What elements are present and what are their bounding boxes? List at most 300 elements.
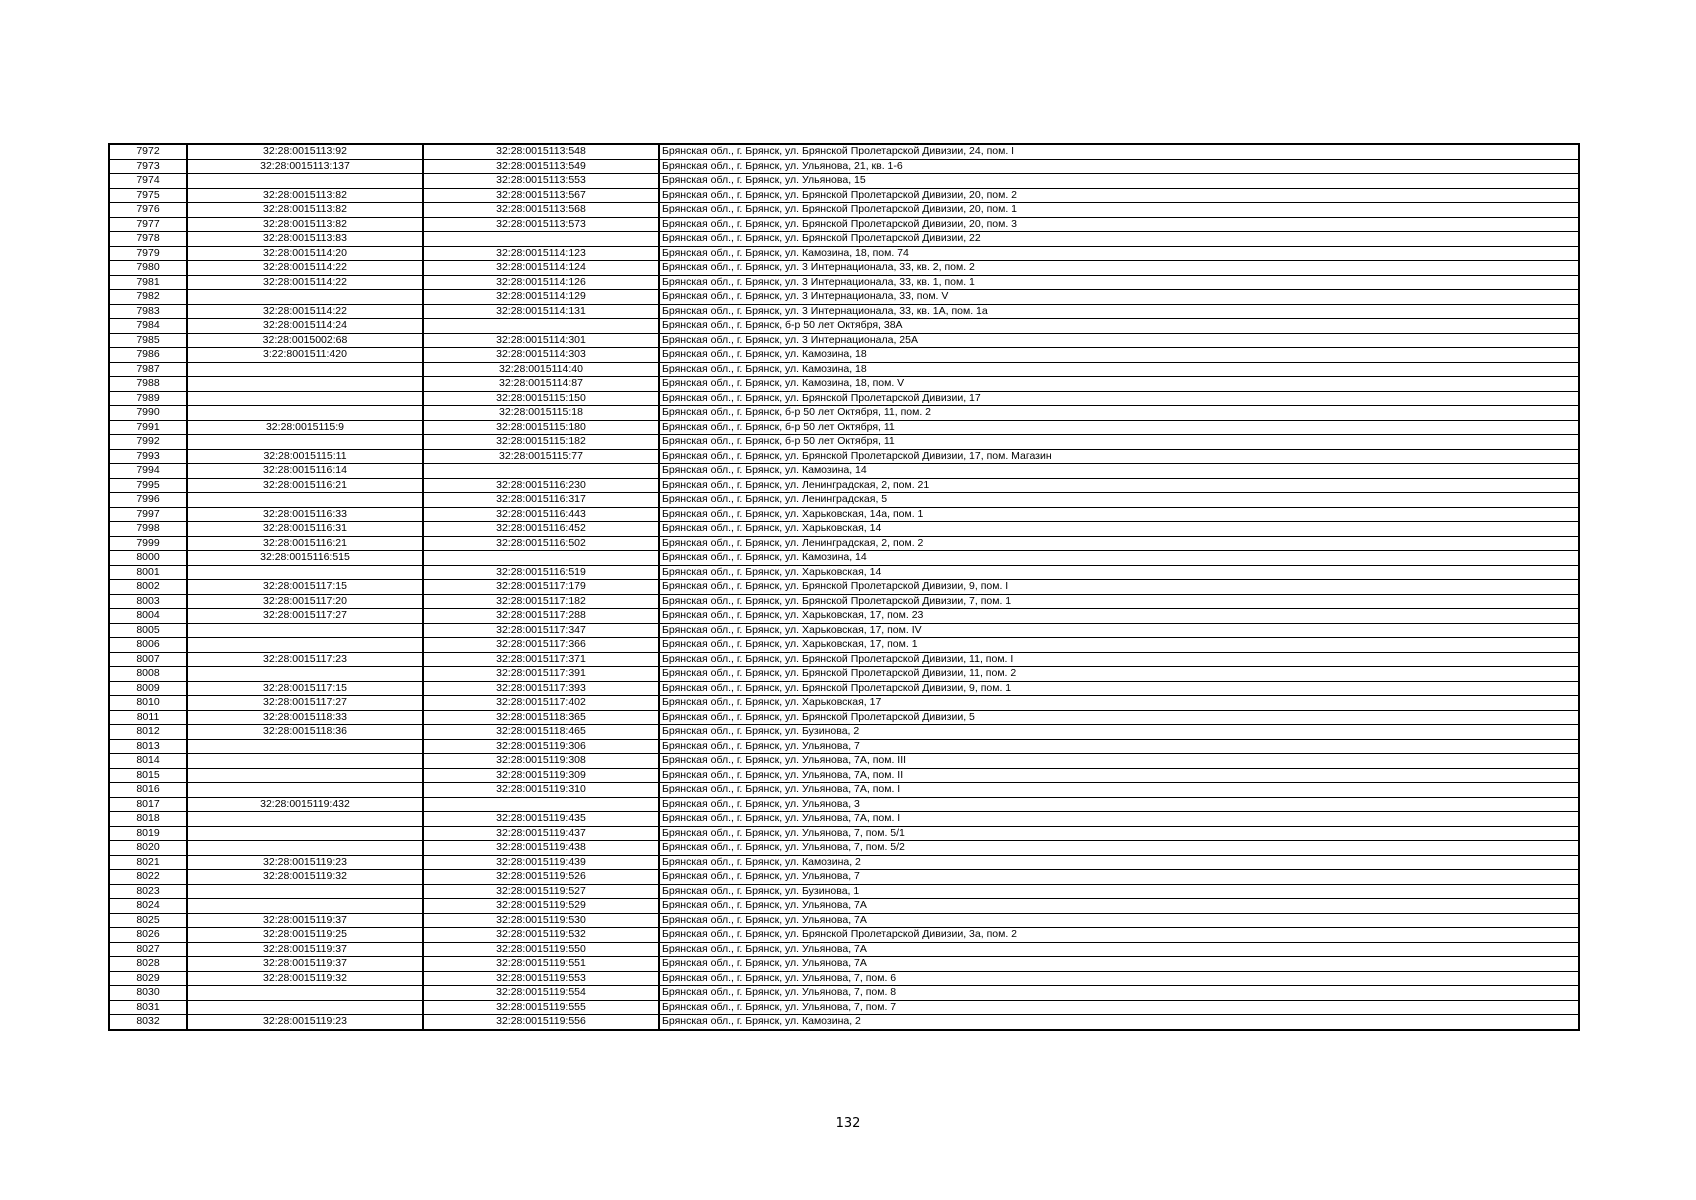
object-number-cell: 32:28:0015116:443 <box>423 507 659 522</box>
parcel-number-cell <box>187 565 423 580</box>
address-cell: Брянская обл., г. Брянск, ул. 3 Интернационала, 33, кв. 1А, пом. 1а <box>659 304 1579 319</box>
table-row <box>109 1015 1579 1030</box>
table-row <box>109 812 1579 827</box>
object-number-cell: 32:28:0015114:87 <box>423 377 659 392</box>
row-number-cell: 8025 <box>109 913 187 928</box>
row-number-cell: 7976 <box>109 203 187 218</box>
object-number-cell <box>423 551 659 566</box>
object-number-cell: 32:28:0015117:371 <box>423 652 659 667</box>
address-cell: Брянская обл., г. Брянск, ул. Камозина, 18, пом. V <box>659 377 1579 392</box>
address-cell: Брянская обл., г. Брянск, ул. Ульянова, 7А, пом. II <box>659 768 1579 783</box>
object-number-cell <box>423 232 659 247</box>
row-number-cell: 8001 <box>109 565 187 580</box>
parcel-number-cell <box>187 377 423 392</box>
address-cell: Брянская обл., г. Брянск, ул. Ульянова, 3 <box>659 797 1579 812</box>
object-number-cell: 32:28:0015117:179 <box>423 580 659 595</box>
address-cell: Брянская обл., г. Брянск, б-р 50 лет Октября, 11, пом. 2 <box>659 406 1579 421</box>
row-number-cell: 7973 <box>109 159 187 174</box>
table-row <box>109 710 1579 725</box>
row-number-cell: 8030 <box>109 986 187 1001</box>
address-cell: Брянская обл., г. Брянск, ул. Камозина, 18 <box>659 362 1579 377</box>
row-number-cell: 8011 <box>109 710 187 725</box>
parcel-number-cell <box>187 768 423 783</box>
registry-table-container <box>108 143 1578 1031</box>
row-number-cell: 8017 <box>109 797 187 812</box>
address-cell: Брянская обл., г. Брянск, ул. Ульянова, 21, кв. 1-6 <box>659 159 1579 174</box>
object-number-cell: 32:28:0015114:40 <box>423 362 659 377</box>
row-number-cell: 7977 <box>109 217 187 232</box>
parcel-number-cell: 32:28:0015116:31 <box>187 522 423 537</box>
row-number-cell: 8023 <box>109 884 187 899</box>
parcel-number-cell: 32:28:0015119:37 <box>187 942 423 957</box>
parcel-number-cell: 32:28:0015114:20 <box>187 246 423 261</box>
table-row <box>109 971 1579 986</box>
row-number-cell: 8018 <box>109 812 187 827</box>
address-cell: Брянская обл., г. Брянск, б-р 50 лет Октября, 11 <box>659 420 1579 435</box>
parcel-number-cell: 32:28:0015116:21 <box>187 478 423 493</box>
object-number-cell: 32:28:0015117:391 <box>423 667 659 682</box>
table-row <box>109 319 1579 334</box>
parcel-number-cell <box>187 623 423 638</box>
parcel-number-cell <box>187 290 423 305</box>
address-cell: Брянская обл., г. Брянск, ул. Бузинова, 1 <box>659 884 1579 899</box>
row-number-cell: 8012 <box>109 725 187 740</box>
table-row <box>109 826 1579 841</box>
row-number-cell: 7994 <box>109 464 187 479</box>
address-cell: Брянская обл., г. Брянск, ул. Харьковская, 14 <box>659 522 1579 537</box>
address-cell: Брянская обл., г. Брянск, ул. Ленинградская, 2, пом. 2 <box>659 536 1579 551</box>
row-number-cell: 8027 <box>109 942 187 957</box>
parcel-number-cell: 32:28:0015113:92 <box>187 144 423 159</box>
table-row <box>109 841 1579 856</box>
address-cell: Брянская обл., г. Брянск, ул. Камозина, 2 <box>659 855 1579 870</box>
table-row <box>109 478 1579 493</box>
address-cell: Брянская обл., г. Брянск, ул. Ульянова, 7, пом. 5/1 <box>659 826 1579 841</box>
object-number-cell: 32:28:0015115:77 <box>423 449 659 464</box>
object-number-cell: 32:28:0015116:452 <box>423 522 659 537</box>
row-number-cell: 8024 <box>109 899 187 914</box>
address-cell: Брянская обл., г. Брянск, ул. Харьковская, 17 <box>659 696 1579 711</box>
table-row <box>109 333 1579 348</box>
parcel-number-cell <box>187 812 423 827</box>
address-cell: Брянская обл., г. Брянск, ул. Брянской Пролетарской Дивизии, 7, пом. 1 <box>659 594 1579 609</box>
address-cell: Брянская обл., г. Брянск, ул. Камозина, 18, пом. 74 <box>659 246 1579 261</box>
row-number-cell: 7996 <box>109 493 187 508</box>
row-number-cell: 7981 <box>109 275 187 290</box>
parcel-number-cell: 32:28:0015002:68 <box>187 333 423 348</box>
row-number-cell: 8029 <box>109 971 187 986</box>
table-row <box>109 899 1579 914</box>
row-number-cell: 8016 <box>109 783 187 798</box>
object-number-cell: 32:28:0015119:529 <box>423 899 659 914</box>
row-number-cell: 8020 <box>109 841 187 856</box>
parcel-number-cell: 32:28:0015115:11 <box>187 449 423 464</box>
object-number-cell: 32:28:0015119:435 <box>423 812 659 827</box>
object-number-cell: 32:28:0015114:123 <box>423 246 659 261</box>
address-cell: Брянская обл., г. Брянск, ул. Ленинградская, 5 <box>659 493 1579 508</box>
table-row <box>109 232 1579 247</box>
address-cell: Брянская обл., г. Брянск, ул. Ульянова, 7А, пом. I <box>659 812 1579 827</box>
table-row <box>109 159 1579 174</box>
row-number-cell: 7974 <box>109 174 187 189</box>
row-number-cell: 7972 <box>109 144 187 159</box>
row-number-cell: 7978 <box>109 232 187 247</box>
parcel-number-cell <box>187 826 423 841</box>
parcel-number-cell: 32:28:0015117:20 <box>187 594 423 609</box>
address-cell: Брянская обл., г. Брянск, ул. 3 Интернационала, 33, кв. 2, пом. 2 <box>659 261 1579 276</box>
table-row <box>109 464 1579 479</box>
parcel-number-cell: 32:28:0015113:137 <box>187 159 423 174</box>
parcel-number-cell: 32:28:0015117:27 <box>187 696 423 711</box>
object-number-cell: 32:28:0015119:526 <box>423 870 659 885</box>
object-number-cell <box>423 319 659 334</box>
row-number-cell: 7993 <box>109 449 187 464</box>
object-number-cell: 32:28:0015119:308 <box>423 754 659 769</box>
object-number-cell: 32:28:0015113:567 <box>423 188 659 203</box>
parcel-number-cell <box>187 754 423 769</box>
row-number-cell: 7991 <box>109 420 187 435</box>
table-row <box>109 609 1579 624</box>
address-cell: Брянская обл., г. Брянск, ул. Харьковская, 14 <box>659 565 1579 580</box>
object-number-cell: 32:28:0015119:306 <box>423 739 659 754</box>
address-cell: Брянская обл., г. Брянск, ул. Ульянова, 7А <box>659 913 1579 928</box>
address-cell: Брянская обл., г. Брянск, ул. Брянской Пролетарской Дивизии, 17 <box>659 391 1579 406</box>
object-number-cell: 32:28:0015114:303 <box>423 348 659 363</box>
row-number-cell: 8032 <box>109 1015 187 1030</box>
address-cell: Брянская обл., г. Брянск, ул. Камозина, 2 <box>659 1015 1579 1030</box>
row-number-cell: 7998 <box>109 522 187 537</box>
parcel-number-cell <box>187 391 423 406</box>
table-row <box>109 246 1579 261</box>
table-row <box>109 580 1579 595</box>
object-number-cell: 32:28:0015119:527 <box>423 884 659 899</box>
table-row <box>109 406 1579 421</box>
parcel-number-cell <box>187 638 423 653</box>
address-cell: Брянская обл., г. Брянск, ул. Брянской Пролетарской Дивизии, 11, пом. I <box>659 652 1579 667</box>
object-number-cell <box>423 464 659 479</box>
object-number-cell: 32:28:0015119:438 <box>423 841 659 856</box>
table-row <box>109 507 1579 522</box>
table-row <box>109 217 1579 232</box>
row-number-cell: 7999 <box>109 536 187 551</box>
parcel-number-cell: 32:28:0015113:82 <box>187 217 423 232</box>
row-number-cell: 8031 <box>109 1000 187 1015</box>
table-row <box>109 275 1579 290</box>
address-cell: Брянская обл., г. Брянск, ул. Ульянова, 7, пом. 5/2 <box>659 841 1579 856</box>
address-cell: Брянская обл., г. Брянск, ул. 3 Интернационала, 33, пом. V <box>659 290 1579 305</box>
address-cell: Брянская обл., г. Брянск, ул. Харьковская, 17, пом. IV <box>659 623 1579 638</box>
object-number-cell: 32:28:0015119:550 <box>423 942 659 957</box>
address-cell: Брянская обл., г. Брянск, ул. Брянской Пролетарской Дивизии, 3а, пом. 2 <box>659 928 1579 943</box>
object-number-cell: 32:28:0015116:230 <box>423 478 659 493</box>
parcel-number-cell: 32:28:0015119:432 <box>187 797 423 812</box>
object-number-cell: 32:28:0015119:309 <box>423 768 659 783</box>
table-row <box>109 594 1579 609</box>
parcel-number-cell: 32:28:0015114:24 <box>187 319 423 334</box>
table-row <box>109 174 1579 189</box>
object-number-cell: 32:28:0015114:129 <box>423 290 659 305</box>
object-number-cell: 32:28:0015113:553 <box>423 174 659 189</box>
address-cell: Брянская обл., г. Брянск, ул. Камозина, 14 <box>659 464 1579 479</box>
table-row <box>109 652 1579 667</box>
row-number-cell: 8026 <box>109 928 187 943</box>
object-number-cell: 32:28:0015119:553 <box>423 971 659 986</box>
table-row <box>109 986 1579 1001</box>
row-number-cell: 7985 <box>109 333 187 348</box>
table-row <box>109 304 1579 319</box>
address-cell: Брянская обл., г. Брянск, ул. Харьковская, 17, пом. 1 <box>659 638 1579 653</box>
address-cell: Брянская обл., г. Брянск, ул. Брянской Пролетарской Дивизии, 20, пом. 1 <box>659 203 1579 218</box>
row-number-cell: 8015 <box>109 768 187 783</box>
object-number-cell: 32:28:0015119:556 <box>423 1015 659 1030</box>
parcel-number-cell: 3:22:8001511:420 <box>187 348 423 363</box>
object-number-cell: 32:28:0015115:182 <box>423 435 659 450</box>
object-number-cell: 32:28:0015119:439 <box>423 855 659 870</box>
address-cell: Брянская обл., г. Брянск, ул. Харьковская, 17, пом. 23 <box>659 609 1579 624</box>
table-row <box>109 913 1579 928</box>
parcel-number-cell <box>187 362 423 377</box>
object-number-cell <box>423 797 659 812</box>
row-number-cell: 7995 <box>109 478 187 493</box>
object-number-cell: 32:28:0015117:366 <box>423 638 659 653</box>
row-number-cell: 7992 <box>109 435 187 450</box>
table-row <box>109 667 1579 682</box>
object-number-cell: 32:28:0015119:310 <box>423 783 659 798</box>
parcel-number-cell: 32:28:0015113:83 <box>187 232 423 247</box>
table-row <box>109 725 1579 740</box>
address-cell: Брянская обл., г. Брянск, б-р 50 лет Октября, 11 <box>659 435 1579 450</box>
object-number-cell: 32:28:0015114:124 <box>423 261 659 276</box>
table-row <box>109 420 1579 435</box>
table-row <box>109 449 1579 464</box>
object-number-cell: 32:28:0015115:180 <box>423 420 659 435</box>
parcel-number-cell: 32:28:0015117:15 <box>187 681 423 696</box>
row-number-cell: 8008 <box>109 667 187 682</box>
address-cell: Брянская обл., г. Брянск, ул. Камозина, 18 <box>659 348 1579 363</box>
object-number-cell: 32:28:0015119:530 <box>423 913 659 928</box>
row-number-cell: 8006 <box>109 638 187 653</box>
address-cell: Брянская обл., г. Брянск, ул. Бузинова, 2 <box>659 725 1579 740</box>
table-row <box>109 1000 1579 1015</box>
table-row <box>109 797 1579 812</box>
address-cell: Брянская обл., г. Брянск, ул. Брянской Пролетарской Дивизии, 20, пом. 3 <box>659 217 1579 232</box>
parcel-number-cell: 32:28:0015113:82 <box>187 203 423 218</box>
table-row <box>109 435 1579 450</box>
table-row <box>109 144 1579 159</box>
parcel-number-cell: 32:28:0015119:32 <box>187 971 423 986</box>
row-number-cell: 7982 <box>109 290 187 305</box>
table-row <box>109 565 1579 580</box>
object-number-cell: 32:28:0015117:393 <box>423 681 659 696</box>
parcel-number-cell: 32:28:0015117:27 <box>187 609 423 624</box>
object-number-cell: 32:28:0015113:573 <box>423 217 659 232</box>
table-row <box>109 623 1579 638</box>
table-row <box>109 739 1579 754</box>
address-cell: Брянская обл., г. Брянск, ул. 3 Интернационала, 25А <box>659 333 1579 348</box>
row-number-cell: 8010 <box>109 696 187 711</box>
row-number-cell: 8000 <box>109 551 187 566</box>
parcel-number-cell: 32:28:0015116:21 <box>187 536 423 551</box>
parcel-number-cell <box>187 739 423 754</box>
table-row <box>109 536 1579 551</box>
row-number-cell: 8004 <box>109 609 187 624</box>
parcel-number-cell <box>187 841 423 856</box>
parcel-number-cell <box>187 1000 423 1015</box>
address-cell: Брянская обл., г. Брянск, ул. Брянской Пролетарской Дивизии, 11, пом. 2 <box>659 667 1579 682</box>
address-cell: Брянская обл., г. Брянск, ул. Камозина, 14 <box>659 551 1579 566</box>
address-cell: Брянская обл., г. Брянск, ул. Ульянова, 7А <box>659 942 1579 957</box>
table-row <box>109 768 1579 783</box>
row-number-cell: 7983 <box>109 304 187 319</box>
table-row <box>109 522 1579 537</box>
object-number-cell: 32:28:0015116:519 <box>423 565 659 580</box>
parcel-number-cell <box>187 406 423 421</box>
table-row <box>109 391 1579 406</box>
table-row <box>109 870 1579 885</box>
row-number-cell: 7997 <box>109 507 187 522</box>
address-cell: Брянская обл., г. Брянск, ул. Ульянова, 7А <box>659 899 1579 914</box>
object-number-cell: 32:28:0015116:502 <box>423 536 659 551</box>
row-number-cell: 8005 <box>109 623 187 638</box>
address-cell: Брянская обл., г. Брянск, ул. Ульянова, 7 <box>659 739 1579 754</box>
row-number-cell: 7990 <box>109 406 187 421</box>
object-number-cell: 32:28:0015119:551 <box>423 957 659 972</box>
parcel-number-cell: 32:28:0015116:14 <box>187 464 423 479</box>
address-cell: Брянская обл., г. Брянск, ул. Брянской Пролетарской Дивизии, 5 <box>659 710 1579 725</box>
address-cell: Брянская обл., г. Брянск, ул. Ульянова, 7А, пом. I <box>659 783 1579 798</box>
parcel-number-cell: 32:28:0015113:82 <box>187 188 423 203</box>
parcel-number-cell <box>187 435 423 450</box>
table-row <box>109 348 1579 363</box>
object-number-cell: 32:28:0015117:288 <box>423 609 659 624</box>
parcel-number-cell: 32:28:0015119:25 <box>187 928 423 943</box>
registry-table-body <box>109 144 1579 1030</box>
object-number-cell: 32:28:0015113:548 <box>423 144 659 159</box>
row-number-cell: 7988 <box>109 377 187 392</box>
table-row <box>109 942 1579 957</box>
parcel-number-cell: 32:28:0015118:36 <box>187 725 423 740</box>
address-cell: Брянская обл., г. Брянск, ул. Брянской Пролетарской Дивизии, 9, пом. 1 <box>659 681 1579 696</box>
parcel-number-cell: 32:28:0015117:23 <box>187 652 423 667</box>
parcel-number-cell: 32:28:0015116:33 <box>187 507 423 522</box>
table-row <box>109 551 1579 566</box>
parcel-number-cell <box>187 783 423 798</box>
registry-table <box>108 143 1580 1031</box>
object-number-cell: 32:28:0015118:365 <box>423 710 659 725</box>
row-number-cell: 7979 <box>109 246 187 261</box>
parcel-number-cell: 32:28:0015119:23 <box>187 855 423 870</box>
parcel-number-cell: 32:28:0015119:37 <box>187 957 423 972</box>
address-cell: Брянская обл., г. Брянск, ул. Брянской Пролетарской Дивизии, 22 <box>659 232 1579 247</box>
parcel-number-cell: 32:28:0015114:22 <box>187 275 423 290</box>
parcel-number-cell: 32:28:0015114:22 <box>187 304 423 319</box>
parcel-number-cell: 32:28:0015114:22 <box>187 261 423 276</box>
row-number-cell: 8003 <box>109 594 187 609</box>
object-number-cell: 32:28:0015114:301 <box>423 333 659 348</box>
address-cell: Брянская обл., г. Брянск, ул. Брянской Пролетарской Дивизии, 24, пом. I <box>659 144 1579 159</box>
address-cell: Брянская обл., г. Брянск, ул. Ульянова, 7А, пом. III <box>659 754 1579 769</box>
object-number-cell: 32:28:0015119:555 <box>423 1000 659 1015</box>
object-number-cell: 32:28:0015119:554 <box>423 986 659 1001</box>
object-number-cell: 32:28:0015119:437 <box>423 826 659 841</box>
address-cell: Брянская обл., г. Брянск, ул. Ленинградская, 2, пом. 21 <box>659 478 1579 493</box>
row-number-cell: 7989 <box>109 391 187 406</box>
parcel-number-cell: 32:28:0015119:37 <box>187 913 423 928</box>
object-number-cell: 32:28:0015116:317 <box>423 493 659 508</box>
object-number-cell: 32:28:0015117:402 <box>423 696 659 711</box>
parcel-number-cell: 32:28:0015119:23 <box>187 1015 423 1030</box>
row-number-cell: 8019 <box>109 826 187 841</box>
address-cell: Брянская обл., г. Брянск, ул. Ульянова, 7А <box>659 957 1579 972</box>
object-number-cell: 32:28:0015119:532 <box>423 928 659 943</box>
row-number-cell: 7975 <box>109 188 187 203</box>
table-row <box>109 638 1579 653</box>
object-number-cell: 32:28:0015114:131 <box>423 304 659 319</box>
object-number-cell: 32:28:0015114:126 <box>423 275 659 290</box>
row-number-cell: 7986 <box>109 348 187 363</box>
address-cell: Брянская обл., г. Брянск, ул. Харьковская, 14а, пом. 1 <box>659 507 1579 522</box>
parcel-number-cell <box>187 493 423 508</box>
parcel-number-cell <box>187 986 423 1001</box>
address-cell: Брянская обл., г. Брянск, б-р 50 лет Октября, 38А <box>659 319 1579 334</box>
table-row <box>109 203 1579 218</box>
parcel-number-cell: 32:28:0015115:9 <box>187 420 423 435</box>
object-number-cell: 32:28:0015113:568 <box>423 203 659 218</box>
parcel-number-cell <box>187 899 423 914</box>
table-row <box>109 377 1579 392</box>
table-row <box>109 884 1579 899</box>
object-number-cell: 32:28:0015118:465 <box>423 725 659 740</box>
table-row <box>109 783 1579 798</box>
row-number-cell: 7987 <box>109 362 187 377</box>
row-number-cell: 8028 <box>109 957 187 972</box>
table-row <box>109 696 1579 711</box>
row-number-cell: 8014 <box>109 754 187 769</box>
address-cell: Брянская обл., г. Брянск, ул. 3 Интернационала, 33, кв. 1, пом. 1 <box>659 275 1579 290</box>
table-row <box>109 290 1579 305</box>
table-row <box>109 188 1579 203</box>
table-row <box>109 362 1579 377</box>
table-row <box>109 928 1579 943</box>
address-cell: Брянская обл., г. Брянск, ул. Ульянова, 7, пом. 8 <box>659 986 1579 1001</box>
address-cell: Брянская обл., г. Брянск, ул. Брянской Пролетарской Дивизии, 9, пом. I <box>659 580 1579 595</box>
page-number: 132 <box>835 1116 861 1131</box>
address-cell: Брянская обл., г. Брянск, ул. Ульянова, 7, пом. 6 <box>659 971 1579 986</box>
address-cell: Брянская обл., г. Брянск, ул. Брянской Пролетарской Дивизии, 20, пом. 2 <box>659 188 1579 203</box>
table-row <box>109 754 1579 769</box>
row-number-cell: 8021 <box>109 855 187 870</box>
row-number-cell: 7980 <box>109 261 187 276</box>
address-cell: Брянская обл., г. Брянск, ул. Ульянова, 7 <box>659 870 1579 885</box>
object-number-cell: 32:28:0015115:18 <box>423 406 659 421</box>
row-number-cell: 8002 <box>109 580 187 595</box>
table-row <box>109 681 1579 696</box>
parcel-number-cell: 32:28:0015116:515 <box>187 551 423 566</box>
row-number-cell: 8013 <box>109 739 187 754</box>
row-number-cell: 7984 <box>109 319 187 334</box>
parcel-number-cell <box>187 174 423 189</box>
table-row <box>109 957 1579 972</box>
table-row <box>109 493 1579 508</box>
parcel-number-cell: 32:28:0015117:15 <box>187 580 423 595</box>
row-number-cell: 8009 <box>109 681 187 696</box>
parcel-number-cell: 32:28:0015119:32 <box>187 870 423 885</box>
table-row <box>109 855 1579 870</box>
table-row <box>109 261 1579 276</box>
object-number-cell: 32:28:0015117:347 <box>423 623 659 638</box>
parcel-number-cell <box>187 667 423 682</box>
object-number-cell: 32:28:0015113:549 <box>423 159 659 174</box>
